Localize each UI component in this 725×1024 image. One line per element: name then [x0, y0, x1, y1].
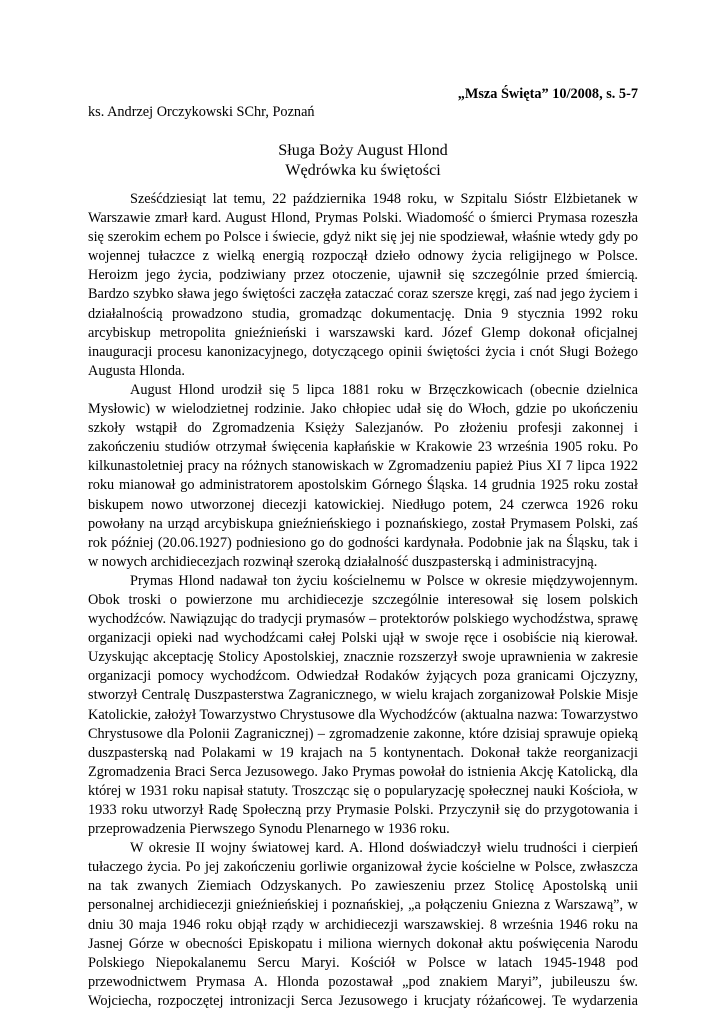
source-citation: „Msza Święta” 10/2008, s. 5-7 [457, 86, 638, 102]
paragraph-4: W okresie II wojny światowej kard. A. Hlond doświadczył wielu trudności i cierpień tułaczego życia. Po jej zakończeniu gorliwie organizował życie kościelne w Polsce, zwłaszcza na tak zwanych Ziemiach Odzyskanych. Po zawieszeniu przez Stolicę Apostolską unii personalnej archidiecezji gnieźnieńskiej i poznańskiej, „a połączeniu Gniezna z Warszawą”, w dniu 30 maja 1946 roku objął rządy w archidiecezji warszawskiej. 8 września 1946 roku na Jasnej Górze w obecności Episkopatu i miliona wiernych dokonał aktu poświęcenia Narodu Polskiego Niepokalanemu Sercu Maryi. Kościół w Polsce w latach 1945-1948 pod przewodnictwem Prymasa A. Hlonda pozostawał „pod znakiem Maryi”, jubileuszu św. Wojciecha, rozpoczętej intronizacji Serca Jezusowego i krucjaty różańcowej. Te wydarzenia [88, 840, 638, 1009]
article-body [88, 190, 638, 1011]
paragraph-3: Prymas Hlond nadawał ton życiu kościelnemu w Polsce w okresie międzywojennym. Obok troski o powierzone mu archidiecezje szczególnie interesował się losem polskich wychodźców. Nawiązując do tradycji prymasów – protektorów polskiego wychodźstwa, sprawę organizacji opieki nad wychodźcami całej Polski ujął w swoje ręce i osobiście nią kierował. Uzyskując akceptację Stolicy Apostolskiej, znacznie rozszerzył swoje uprawnienia w zakresie organizacji pomocy wychodźcom. Odwiedzał Rodaków żyjących poza granicami Ojczyzny, stworzył Centralę Duszpasterstwa Zagranicznego, w wielu krajach zorganizował Polskie Misje Katolickie, założył Towarzystwo Chrystusowe dla Wychodźców (aktualna nazwa: Towarzystwo Chrystusowe dla Polonii Zagranicznej) – zgromadzenie zakonne, które dzisiaj sprawuje opieką duszpasterską nad Polakami w 19 krajach na 5 kontynentach. Dokonał także reorganizacji Zgromadzenia Braci Serca Jezusowego. Jako Prymas powołał do istnienia Akcję Katolicką, dla której w 1931 roku napisał statuty. Troszcząc się o popularyzację społecznej nauki Kościoła, w 1933 roku utworzył Radę Społeczną przy Prymasie Polski. Przyczynił się do przygotowania i przeprowadzenia Pierwszego Synodu Plenarnego w 1936 roku. [88, 572, 638, 838]
paragraph-2: August Hlond urodził się 5 lipca 1881 roku w Brzęczkowicach (obecnie dzielnica Mysłowic) w wielodzietnej rodzinie. Jako chłopiec udał się do Włoch, gdzie po ukończeniu szkoły wstąpił do Zgromadzenia Księży Salezjanów. Po złożeniu profesji zakonnej i zakończeniu studiów otrzymał święcenia kapłańskie w Krakowie 23 września 1905 roku. Po kilkunastoletniej pracy na różnych stanowiskach w Zgromadzeniu papież Pius XI 7 lipca 1922 roku mianował go administratorem apostolskim Górnego Śląska. 14 grudnia 1925 roku został biskupem nowo utworzonej diecezji katowickiej. Niedługo potem, 24 czerwca 1926 roku powołany na urząd arcybiskupa gnieźnieńskiego i poznańskiego, został Prymasem Polski, zaś rok później (20.06.1927) podniesiono go do godności kardynała. Podobnie jak na Śląsku, tak i w nowych archidiecezjach rozwinął szeroką działalność duszpasterską i administracyjną. [88, 381, 638, 570]
title-main: Sługa Boży August Hlond [278, 141, 448, 159]
paragraph-1: Sześćdziesiąt lat temu, 22 października 1948 roku, w Szpitalu Sióstr Elżbietanek w Warszawie zmarł kard. August Hlond, Prymas Polski. Wiadomość o śmierci Prymasa rozeszła się szerokim echem po Polsce i świecie, gdyż nikt się jej nie spodziewał, właśnie wtedy gdy po wojennej tułaczce z wielką energią rozpoczął dzieło odnowy życia religijnego w Polsce. Heroizm jego życia, podziwiany przez otoczenie, ujawnił się szczególnie przed śmiercią. Bardzo szybko sława jego świętości zaczęła zataczać coraz szersze kręgi, zaś nad jego życiem i działalnością prowadzono studia, gromadząc dokumentację. Dnia 9 stycznia 1992 roku arcybiskup metropolita gnieźnieński i warszawski kard. Józef Glemp dokonał oficjalnej inauguracji procesu kanonizacyjnego, dotyczącego opinii świętości życia i cnót Sługi Bożego Augusta Hlonda. [88, 191, 638, 379]
title-block [88, 140, 638, 180]
title-subtitle: Wędrówka ku świętości [285, 161, 441, 179]
author-line: ks. Andrzej Orczykowski SChr, Poznań [88, 104, 315, 120]
